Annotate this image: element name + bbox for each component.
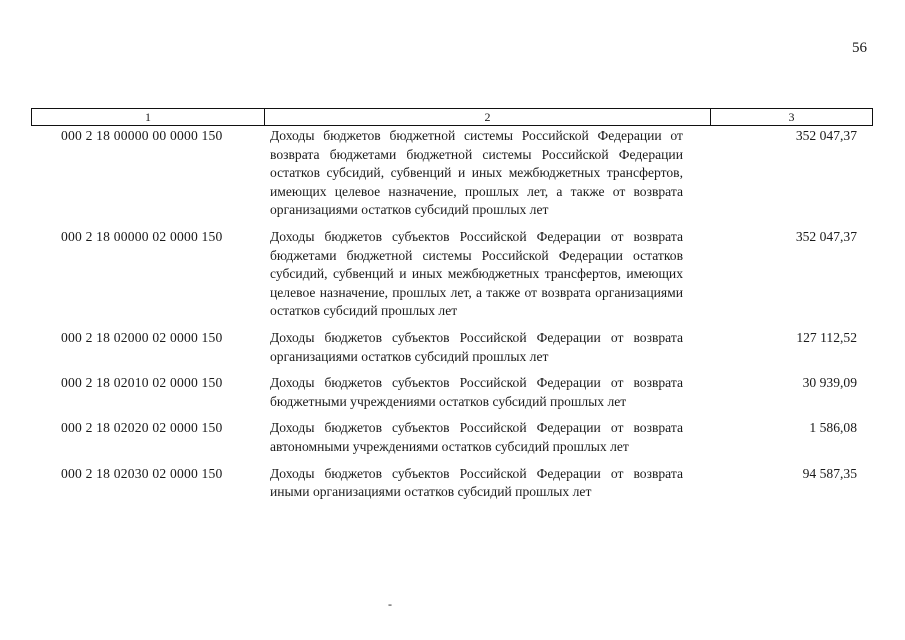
row-amount: 1 586,08: [809, 420, 857, 436]
column-header-2: 2: [265, 109, 711, 125]
column-header-3: 3: [788, 110, 795, 124]
row-description: Доходы бюджетов субъектов Российской Федерации от возврата автономными учреждениями остатков субсидий прошлых лет: [270, 420, 683, 454]
row-description: Доходы бюджетов субъектов Российской Федерации от возврата организациями остатков субсидий прошлых лет: [270, 329, 683, 364]
table-header: [31, 108, 873, 126]
budget-code: 000 2 18 02020 02 0000 150: [61, 420, 223, 436]
footer-mark: -: [388, 597, 392, 611]
table-row: [0, 465, 905, 502]
row-amount: 352 047,37: [795, 128, 857, 143]
row-description: Доходы бюджетов субъектов Российской Федерации от возврата бюджетными учреждениями остатков субсидий прошлых лет: [270, 375, 683, 409]
page-number: 56: [852, 40, 867, 56]
row-amount: 127 112,52: [796, 329, 857, 345]
table-body: [0, 127, 905, 502]
table-row: [0, 419, 905, 456]
table-row: [0, 329, 905, 366]
row-description: Доходы бюджетов субъектов Российской Федерации от возврата бюджетами бюджетной системы Российской Федерации остатков субсидий, субвенций и иных межбюджетных трансфертов, имеющих целевое назначение, прошлых лет, а также от возврата организациями остатков субсидий прошлых лет: [270, 228, 683, 319]
budget-code: 000 2 18 02000 02 0000 150: [61, 329, 223, 345]
row-amount: 352 047,37: [795, 228, 857, 244]
row-description: Доходы бюджетов бюджетной системы Российской Федерации от возврата бюджетами бюджетной системы Российской Федерации остатков субсидий, субвенций и иных межбюджетных трансфертов, имеющих целевое назначение, прошлых лет, а также от возврата организациями остатков субсидий прошлых лет: [270, 128, 683, 218]
budget-code: 000 2 18 02010 02 0000 150: [61, 375, 223, 391]
budget-code: 000 2 18 02030 02 0000 150: [61, 465, 223, 481]
column-header-1: 1: [32, 109, 265, 125]
budget-code: 000 2 18 00000 00 0000 150: [61, 128, 223, 143]
row-description: Доходы бюджетов субъектов Российской Федерации от возврата иными организациями остатков субсидий прошлых лет: [270, 465, 683, 500]
table-row: [0, 228, 905, 321]
row-amount: 94 587,35: [802, 465, 857, 481]
budget-code: 000 2 18 00000 02 0000 150: [61, 228, 223, 244]
row-amount: 30 939,09: [802, 375, 857, 391]
table-row: [0, 374, 905, 411]
table-row: [0, 127, 905, 220]
